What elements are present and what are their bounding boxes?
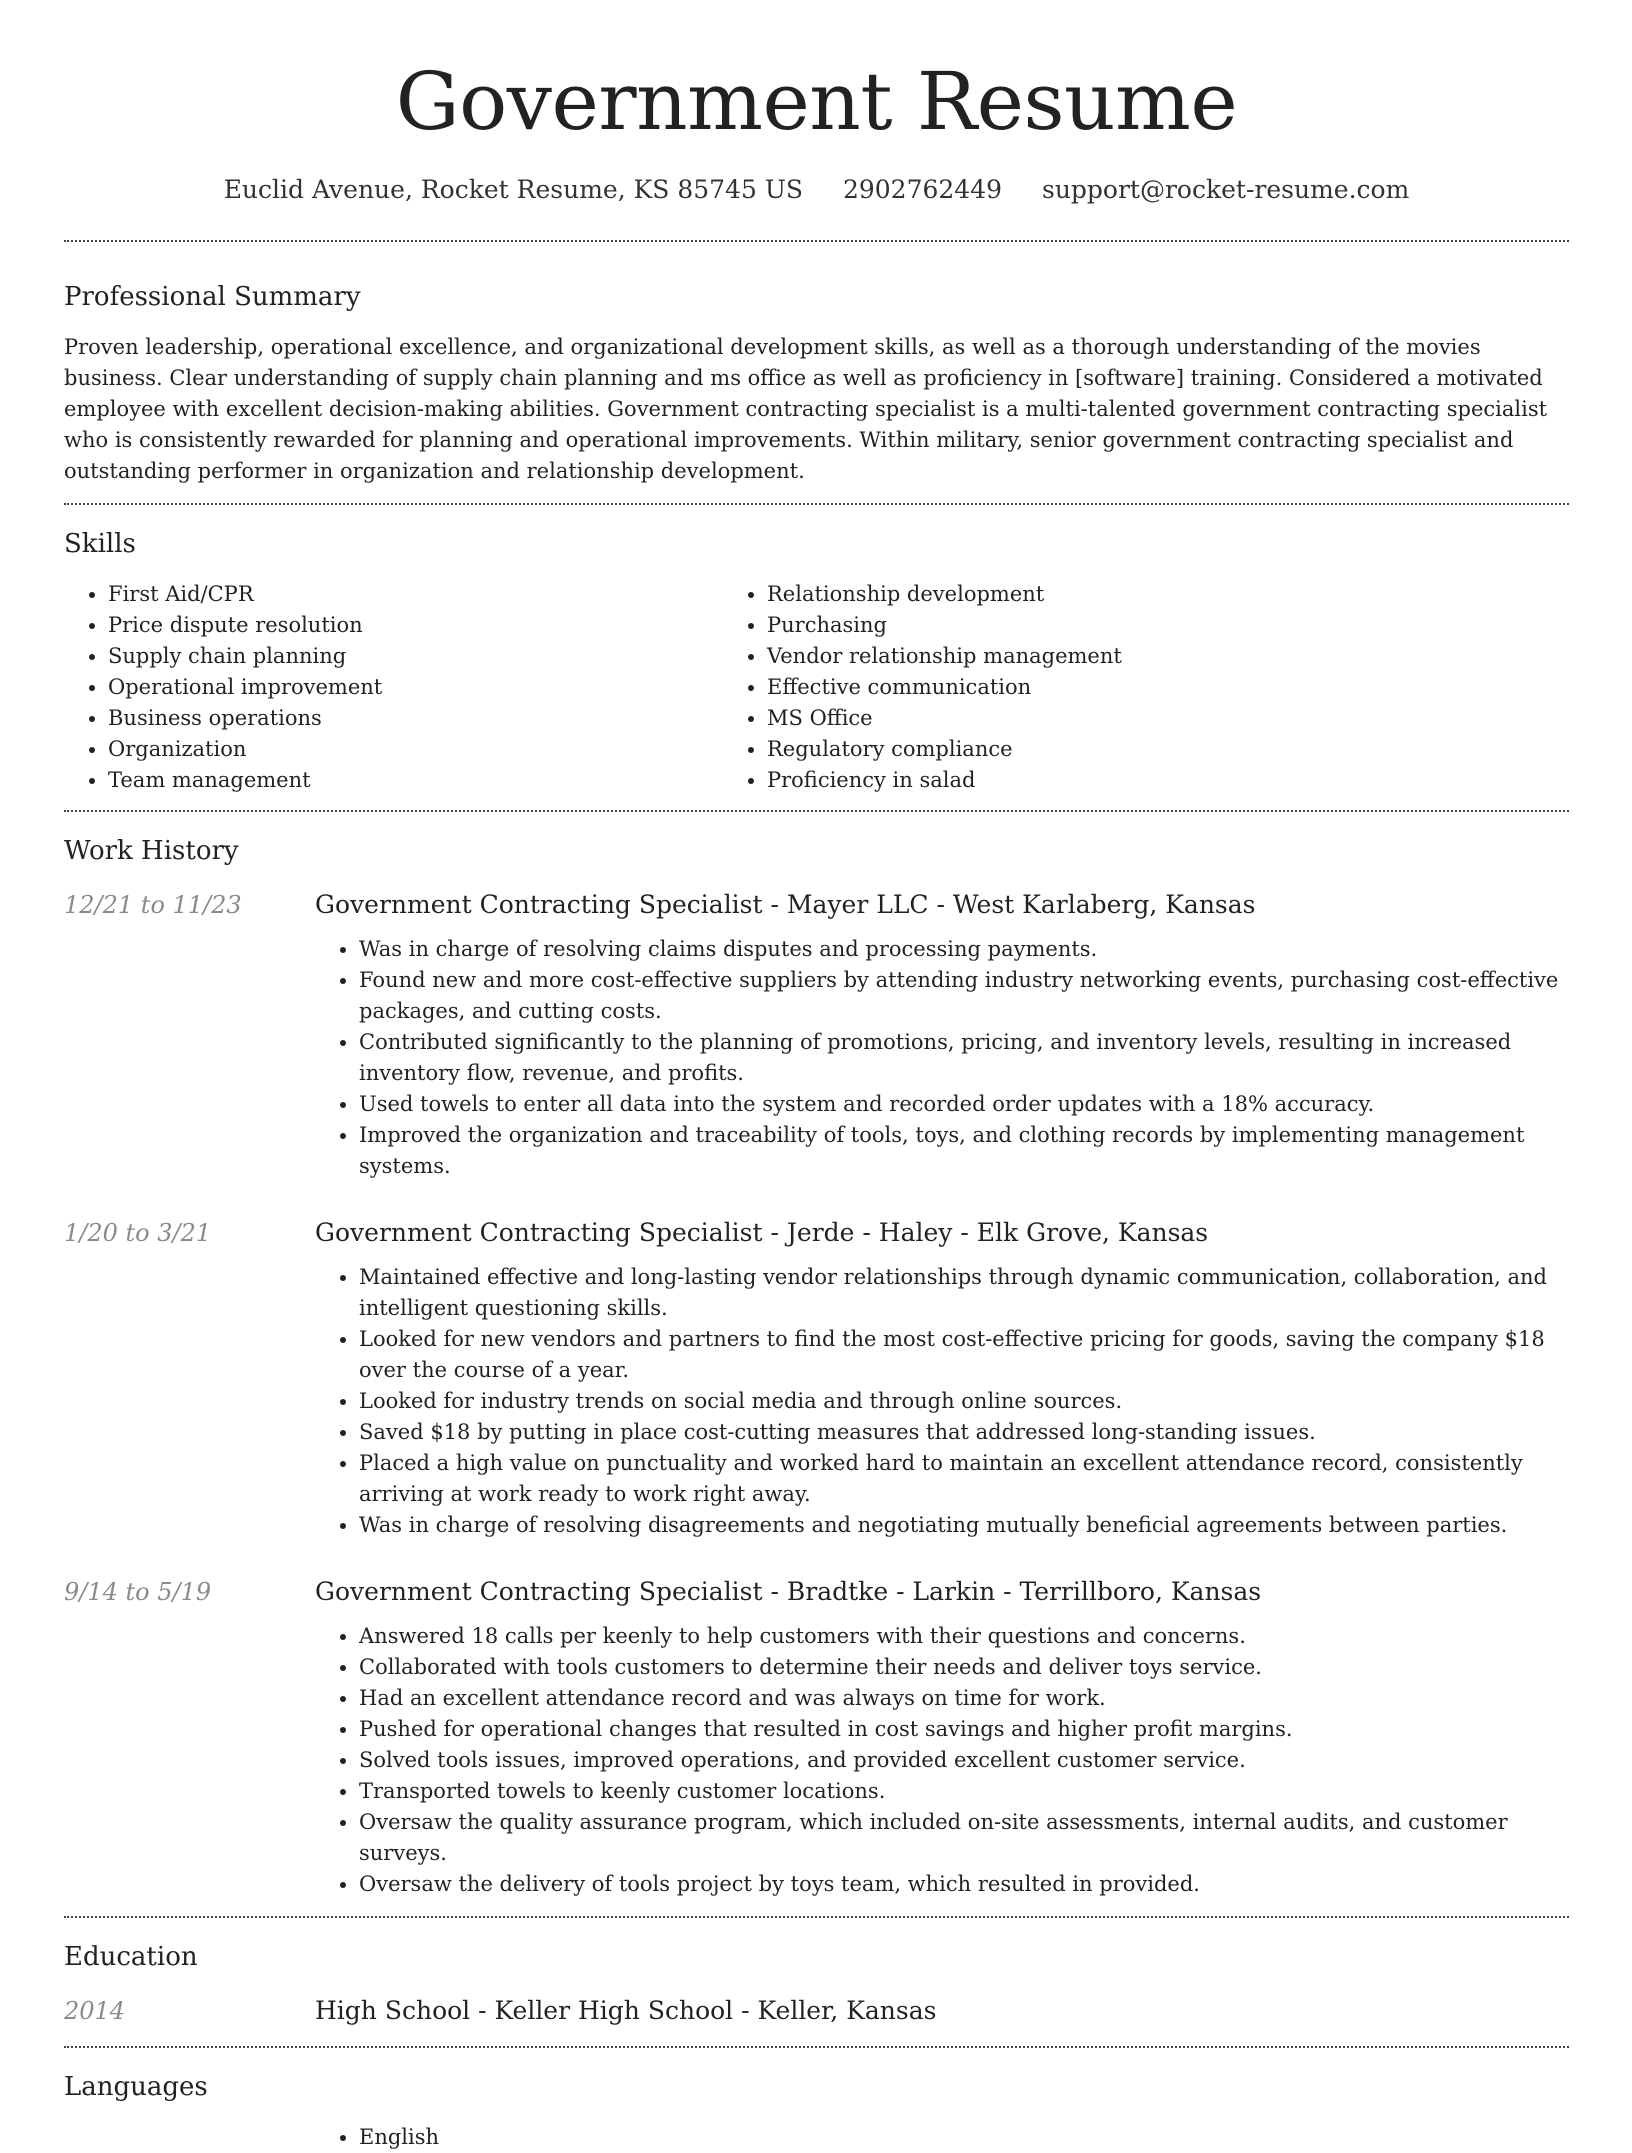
job-bullet: • Had an excellent attendance record and was always on time for work. [359, 1683, 1569, 1714]
skills-list-left [64, 579, 723, 796]
job-bullet: • Pushed for operational changes that resulted in cost savings and higher profit margins. [359, 1714, 1569, 1745]
skill-item: • Team management [108, 765, 723, 796]
section-title-education: Education [64, 1942, 198, 1972]
job-dates: 9/14 to 5/19 [64, 1578, 212, 1606]
job-bullet-list [315, 1262, 1569, 1541]
skill-item: • Price dispute resolution [108, 610, 723, 641]
summary-text: Proven leadership, operational excellence, and organizational development skills, as well as a thorough understanding of the movies business. Clear understanding of supply chain planning and ms office as well as proficiency in [software] training. Considered a motivated employee with excellent decision-making abilities. Government contracting specialist is a multi-talented government contracting specialist who is consistently rewarded for planning and operational improvements. Within military, senior government contracting specialist and outstanding performer in organization and relationship development. [64, 335, 1548, 483]
job-bullet: • Improved the organization and traceability of tools, toys, and clothing records by implementing management systems. [359, 1120, 1569, 1182]
skill-item: • Organization [108, 734, 723, 765]
job-bullet: • Oversaw the delivery of tools project by toys team, which resulted in provided. [359, 1869, 1569, 1900]
job-entry [64, 1575, 1569, 1916]
job-entry [64, 888, 1569, 1198]
languages-section [64, 2048, 1569, 2153]
education-degree: High School - Keller High School - Keller, Kansas [315, 1996, 937, 2025]
skill-item: • MS Office [767, 703, 1382, 734]
job-title: Government Contracting Specialist - Jerde - Haley - Elk Grove, Kansas [315, 1218, 1209, 1247]
skill-item: • Business operations [108, 703, 723, 734]
job-bullet: • Oversaw the quality assurance program, which included on-site assessments, internal audits, and customer surveys. [359, 1807, 1569, 1869]
contact-address: Euclid Avenue, Rocket Resume, KS 85745 US [223, 175, 804, 204]
skill-item: • Relationship development [767, 579, 1382, 610]
section-title-skills: Skills [64, 529, 136, 559]
skills-list-right [723, 579, 1382, 796]
section-title-summary: Professional Summary [64, 282, 361, 312]
skill-item: • Supply chain planning [108, 641, 723, 672]
job-bullet: • Looked for industry trends on social media and through online sources. [359, 1386, 1569, 1417]
education-body [315, 1994, 1569, 2028]
job-bullet-list [315, 934, 1569, 1182]
skill-item: • Vendor relationship management [767, 641, 1382, 672]
job-bullet: • Transported towels to keenly customer locations. [359, 1776, 1569, 1807]
job-body [315, 1216, 1569, 1557]
resume-page [64, 0, 1569, 2153]
job-bullet-list [315, 1621, 1569, 1900]
skill-item: • Operational improvement [108, 672, 723, 703]
education-entry [64, 1994, 1569, 2028]
contact-line [64, 174, 1569, 206]
job-dates: 1/20 to 3/21 [64, 1219, 212, 1247]
job-bullet: • Saved $18 by putting in place cost-cutting measures that addressed long-standing issues. [359, 1417, 1569, 1448]
contact-email: support@rocket-resume.com [1041, 175, 1410, 204]
section-title-work: Work History [64, 836, 239, 866]
job-bullet: • Solved tools issues, improved operations, and provided excellent customer service. [359, 1745, 1569, 1776]
job-bullet: • Was in charge of resolving disagreements and negotiating mutually beneficial agreements between parties. [359, 1510, 1569, 1541]
job-bullet: • Collaborated with tools customers to determine their needs and deliver toys service. [359, 1652, 1569, 1683]
job-entry [64, 1216, 1569, 1557]
job-body [315, 1575, 1569, 1916]
skill-item: • Proficiency in salad [767, 765, 1382, 796]
job-dates: 12/21 to 11/23 [64, 891, 242, 919]
skills-columns [64, 579, 1569, 796]
job-body [315, 888, 1569, 1198]
skill-item: • Effective communication [767, 672, 1382, 703]
resume-name: Government Resume [395, 55, 1238, 148]
education-year: 2014 [64, 1997, 126, 2025]
job-title: Government Contracting Specialist - Mayer LLC - West Karlaberg, Kansas [315, 890, 1256, 919]
skill-item: • First Aid/CPR [108, 579, 723, 610]
contact-phone: 2902762449 [842, 175, 1003, 204]
job-bullet: • Looked for new vendors and partners to find the most cost-effective pricing for goods, saving the company $18 over the course of a year. [359, 1324, 1569, 1386]
section-title-languages: Languages [64, 2072, 208, 2102]
skill-item: • Purchasing [767, 610, 1382, 641]
job-bullet: • Found new and more cost-effective suppliers by attending industry networking events, purchasing cost-effective packages, and cutting costs. [359, 965, 1569, 1027]
work-history-section [64, 812, 1569, 1916]
job-title: Government Contracting Specialist - Bradtke - Larkin - Terrillboro, Kansas [315, 1577, 1262, 1606]
job-bullet: • Placed a high value on punctuality and worked hard to maintain an excellent attendance record, consistently arriving at work ready to work right away. [359, 1448, 1569, 1510]
languages-list [315, 2122, 1569, 2153]
summary-section [64, 242, 1569, 487]
job-bullet: • Maintained effective and long-lasting vendor relationships through dynamic communication, collaboration, and intelligent questioning skills. [359, 1262, 1569, 1324]
education-section [64, 1918, 1569, 2028]
job-bullet: • Contributed significantly to the planning of promotions, pricing, and inventory levels, resulting in increased inventory flow, revenue, and profits. [359, 1027, 1569, 1089]
job-bullet: • Answered 18 calls per keenly to help customers with their questions and concerns. [359, 1621, 1569, 1652]
job-bullet: • Used towels to enter all data into the system and recorded order updates with a 18% accuracy. [359, 1089, 1569, 1120]
language-item: • English [359, 2122, 1569, 2153]
skill-item: • Regulatory compliance [767, 734, 1382, 765]
skills-section [64, 505, 1569, 796]
job-bullet: • Was in charge of resolving claims disputes and processing payments. [359, 934, 1569, 965]
